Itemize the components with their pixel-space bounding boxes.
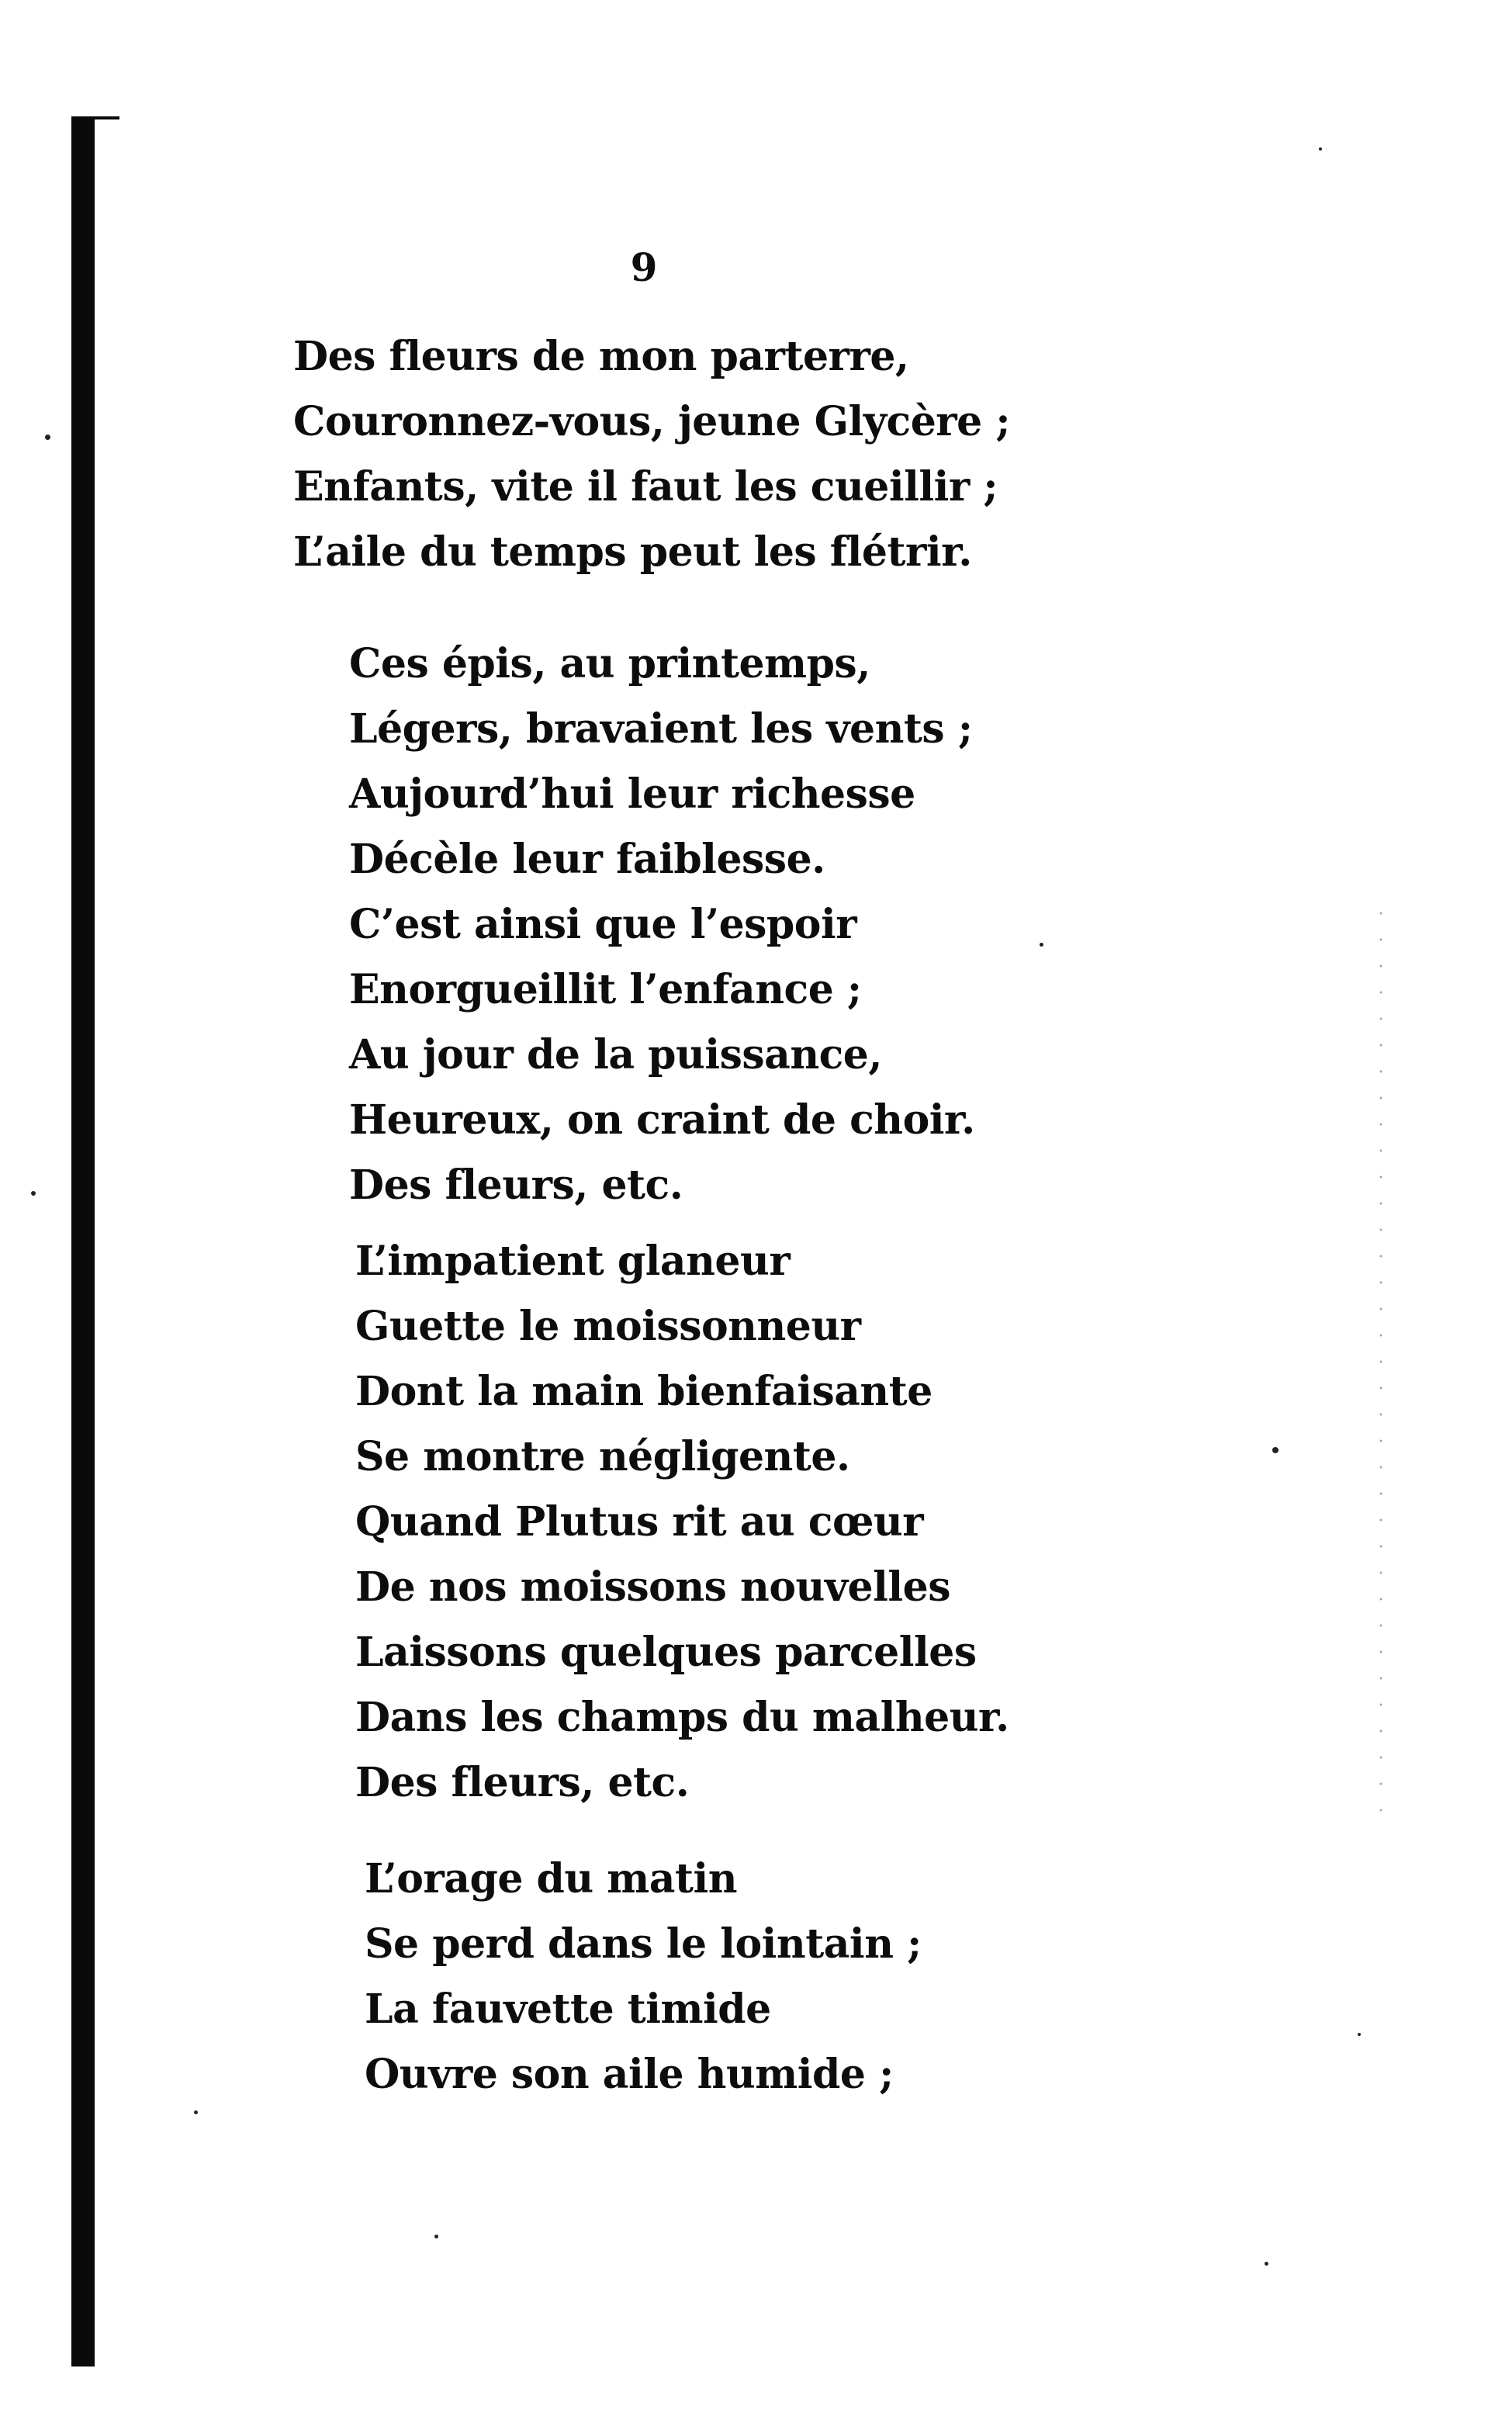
binding-edge: [71, 116, 95, 2366]
scan-speck: [1272, 1447, 1278, 1453]
verse-line: Guette le moissonneur: [355, 1303, 861, 1350]
verse-line: Ces épis, au printemps,: [349, 640, 870, 687]
binding-edge-tick: [92, 116, 119, 119]
verse-line: Légers, bravaient les vents ;: [349, 705, 973, 753]
scan-noise-dots: [1373, 900, 1389, 1831]
verse-line: Laissons quelques parcelles: [355, 1629, 977, 1676]
verse-line: L’orage du matin: [365, 1855, 738, 1903]
verse-line: Ouvre son aile humide ;: [365, 2051, 894, 2098]
verse-line: Des fleurs de mon parterre,: [293, 333, 909, 380]
verse-line: Quand Plutus rit au cœur: [355, 1498, 924, 1546]
verse-line: La fauvette timide: [365, 1986, 771, 2033]
verse-line: Au jour de la puissance,: [349, 1031, 882, 1079]
scan-speck: [45, 435, 50, 440]
scan-speck: [194, 2110, 198, 2114]
refrain-line: Des fleurs, etc.: [349, 1162, 683, 1209]
verse-line: C’est ainsi que l’espoir: [349, 901, 857, 948]
verse-line: Aujourd’hui leur richesse: [349, 770, 915, 818]
scan-speck: [1265, 2262, 1268, 2266]
scan-speck: [31, 1191, 36, 1196]
verse-line: L’impatient glaneur: [355, 1238, 791, 1285]
verse-line: Se perd dans le lointain ;: [365, 1920, 922, 1968]
verse-line: Heureux, on craint de choir.: [349, 1096, 975, 1144]
verse-line: Couronnez-vous, jeune Glycère ;: [293, 398, 1011, 445]
verse-line: Enfants, vite il faut les cueillir ;: [293, 463, 998, 511]
verse-line: De nos moissons nouvelles: [355, 1563, 950, 1611]
stanza-4: [365, 1847, 922, 2107]
stanza-2: [349, 632, 975, 1218]
stanza-1: [293, 324, 1010, 585]
scan-speck: [434, 2235, 438, 2238]
scan-speck: [1319, 147, 1322, 151]
refrain-line: Des fleurs, etc.: [355, 1759, 690, 1806]
verse-line: Dont la main bienfaisante: [355, 1368, 932, 1415]
page-number: 9: [630, 244, 658, 290]
verse-line: Se montre négligente.: [355, 1433, 850, 1480]
verse-line: L’aile du temps peut les flétrir.: [293, 528, 972, 576]
verse-line: Enorgueillit l’enfance ;: [349, 966, 862, 1013]
stanza-3: [355, 1229, 1009, 1816]
scan-speck: [1358, 2033, 1361, 2036]
scan-speck: [1040, 943, 1043, 947]
verse-line: Décèle leur faiblesse.: [349, 836, 825, 883]
verse-line: Dans les champs du malheur.: [355, 1694, 1009, 1741]
